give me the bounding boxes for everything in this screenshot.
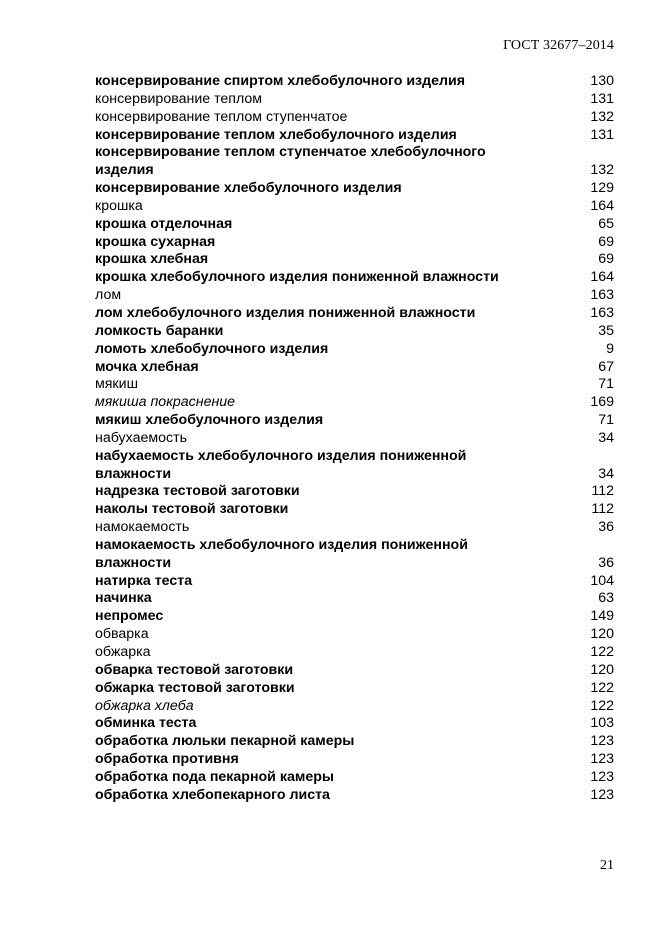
index-page-ref: 129 (590, 180, 614, 197)
index-page-ref: 112 (591, 483, 614, 500)
document-header (503, 38, 614, 54)
index-term: мочка хлебная (95, 358, 199, 375)
index-entry-line (95, 715, 614, 733)
index-term: консервирование теплом ступенчатое (95, 108, 348, 125)
index-term: крошка хлебобулочного изделия пониженной влажности (95, 269, 499, 286)
index-entry-line (95, 483, 614, 501)
index-page-ref: 69 (598, 251, 614, 268)
index-entry-line (95, 305, 614, 323)
index-entry (95, 251, 614, 269)
index-entry-line (95, 662, 614, 680)
index-entry (95, 359, 614, 377)
index-entry-line (95, 91, 614, 109)
index-entry-line (95, 73, 614, 91)
index-entry (95, 376, 614, 394)
index-entry (95, 644, 614, 662)
index-term: обработка противня (95, 751, 239, 768)
index-entry-line (95, 466, 614, 484)
index-entry-line (95, 376, 614, 394)
index-entry-line (95, 537, 614, 555)
index-entry-line (95, 573, 614, 591)
index-term: обварка (95, 626, 149, 643)
index-term: лом хлебобулочного изделия пониженной влажности (95, 304, 476, 321)
index-entry (95, 501, 614, 519)
index-page-ref: 9 (606, 340, 614, 357)
index-page-ref: 63 (598, 590, 614, 607)
index-entry (95, 305, 614, 323)
index-entry (95, 144, 614, 180)
index-term: обжарка (95, 644, 151, 660)
index-term: обработка люльки пекарной камеры (95, 733, 355, 750)
index-entry (95, 287, 614, 305)
index-entry-line (95, 412, 614, 430)
index-term: мякиш (95, 376, 138, 393)
page-number: 21 (600, 858, 614, 873)
index-term: обжарка тестовой заготовки (95, 679, 295, 696)
index-term: непромес (95, 608, 164, 625)
index-term: намокаемость хлебобулочного изделия пониженной (95, 536, 468, 553)
index-page-ref: 69 (598, 233, 614, 250)
index-entry-line (95, 555, 614, 573)
index-term: влажности (95, 465, 172, 482)
index-term: обработка хлебопекарного листа (95, 786, 330, 803)
index-entry (95, 180, 614, 198)
index-page-ref: 123 (590, 786, 614, 803)
index-entry-line (95, 787, 614, 805)
index-entry-line (95, 251, 614, 269)
index-entry (95, 519, 614, 537)
index-entry-line (95, 644, 614, 662)
index-page-ref: 164 (590, 269, 614, 286)
index-entry-line (95, 608, 614, 626)
index-entry (95, 109, 614, 127)
index-term: обминка теста (95, 715, 197, 732)
index-page-ref: 34 (598, 429, 614, 446)
index-term: надрезка тестовой заготовки (95, 483, 300, 500)
index-term: наколы тестовой заготовки (95, 501, 289, 518)
index-term: крошка отделочная (95, 215, 233, 232)
index-term: мякиш хлебобулочного изделия (95, 412, 324, 429)
index-page-ref: 120 (590, 661, 614, 678)
index-term: обварка тестовой заготовки (95, 661, 294, 678)
index-entry-line (95, 751, 614, 769)
index-term: начинка (95, 590, 152, 607)
index-page-ref: 130 (590, 73, 614, 89)
index-page-ref: 103 (590, 715, 614, 732)
index-entry (95, 127, 614, 145)
index-page-ref: 104 (590, 572, 614, 589)
index-entry-line (95, 359, 614, 377)
index-entry (95, 573, 614, 591)
index-entry-line (95, 269, 614, 287)
index-page-ref: 131 (590, 90, 614, 107)
index-term: набухаемость хлебобулочного изделия пониженной (95, 447, 467, 464)
index-entry (95, 608, 614, 626)
index-term: консервирование хлебобулочного изделия (95, 180, 402, 197)
index-entry-line (95, 162, 614, 180)
index-page-ref: 123 (590, 768, 614, 785)
index-term: влажности (95, 554, 172, 571)
index-term: консервирование теплом (95, 90, 263, 107)
page-footer (600, 858, 614, 874)
index-entry (95, 430, 614, 448)
index-page-ref: 163 (590, 287, 614, 304)
index-entry (95, 733, 614, 751)
index-entry-line (95, 590, 614, 608)
index-entry (95, 91, 614, 109)
index-term: крошка хлебная (95, 251, 209, 268)
index-term: обжарка хлеба (95, 697, 194, 714)
index-entry (95, 341, 614, 359)
index-page-ref: 132 (590, 162, 614, 179)
index-entry (95, 751, 614, 769)
index-term: ломкость баранки (95, 322, 224, 339)
index-entry-line (95, 769, 614, 787)
index-entry-line (95, 127, 614, 145)
index-entry (95, 698, 614, 716)
index-entry-line (95, 216, 614, 234)
index-page-ref: 123 (590, 751, 614, 768)
index-term: натирка теста (95, 572, 193, 589)
index-page-ref: 35 (598, 322, 614, 339)
index-entry-line (95, 394, 614, 412)
index-entry (95, 412, 614, 430)
index-term: консервирование спиртом хлебобулочного изделия (95, 73, 466, 89)
index-entry-line (95, 234, 614, 252)
index-page-ref: 34 (598, 465, 614, 482)
index-entry (95, 626, 614, 644)
index-page-ref: 122 (590, 679, 614, 696)
index-page-ref: 149 (590, 608, 614, 625)
index-page-ref: 112 (591, 501, 614, 518)
index-entry-line (95, 323, 614, 341)
index-entry-line (95, 198, 614, 216)
index-entry (95, 715, 614, 733)
index-entry-line (95, 109, 614, 127)
index-page-ref: 132 (590, 108, 614, 125)
index-entry (95, 590, 614, 608)
index-term: консервирование теплом ступенчатое хлебобулочного (95, 144, 486, 161)
index-entry (95, 198, 614, 216)
index-entry (95, 73, 614, 91)
index-term: набухаемость (95, 429, 187, 446)
index-term: лом (95, 287, 122, 304)
standard-number: ГОСТ 32677–2014 (503, 38, 614, 53)
index-entry (95, 323, 614, 341)
index-entry (95, 448, 614, 484)
index-page-ref: 36 (598, 554, 614, 571)
index-entry (95, 483, 614, 501)
index-term: крошка сухарная (95, 233, 216, 250)
index-entry-line (95, 733, 614, 751)
index-term: крошка (95, 197, 143, 214)
index-page-ref: 169 (590, 394, 614, 411)
index-entry (95, 394, 614, 412)
index-entry-line (95, 180, 614, 198)
index-term: ломоть хлебобулочного изделия (95, 340, 329, 357)
index-entry (95, 769, 614, 787)
index-page-ref: 163 (590, 304, 614, 321)
index-term: консервирование теплом хлебобулочного изделия (95, 126, 457, 143)
index-page-ref: 67 (598, 358, 614, 375)
index-entry-line (95, 626, 614, 644)
index-term: изделия (95, 162, 154, 179)
index-page-ref: 164 (590, 197, 614, 214)
index-page-ref: 65 (598, 215, 614, 232)
index-entry-line (95, 448, 614, 466)
index-entry (95, 680, 614, 698)
index-page-ref: 131 (590, 126, 614, 143)
index-entry (95, 787, 614, 805)
index-entry-line (95, 698, 614, 716)
index-page-ref: 36 (598, 519, 614, 536)
index-page-ref: 120 (590, 626, 614, 643)
index-entry-line (95, 144, 614, 162)
index-entry-line (95, 519, 614, 537)
index-entry-line (95, 430, 614, 448)
index-term: намокаемость (95, 519, 190, 536)
index-entry-line (95, 287, 614, 305)
index-entry (95, 662, 614, 680)
index-entry-line (95, 341, 614, 359)
index-entry (95, 216, 614, 234)
index-page-ref: 71 (598, 412, 614, 429)
term-index-list (95, 73, 614, 805)
index-entry (95, 537, 614, 573)
index-page-ref: 71 (598, 376, 614, 393)
index-entry-line (95, 501, 614, 519)
index-page-ref: 123 (590, 733, 614, 750)
index-page-ref: 122 (590, 644, 614, 660)
index-entry (95, 269, 614, 287)
index-entry-line (95, 680, 614, 698)
index-term: мякиша покраснение (95, 394, 236, 411)
index-entry (95, 234, 614, 252)
index-page-ref: 122 (590, 697, 614, 714)
index-term: обработка пода пекарной камеры (95, 768, 335, 785)
